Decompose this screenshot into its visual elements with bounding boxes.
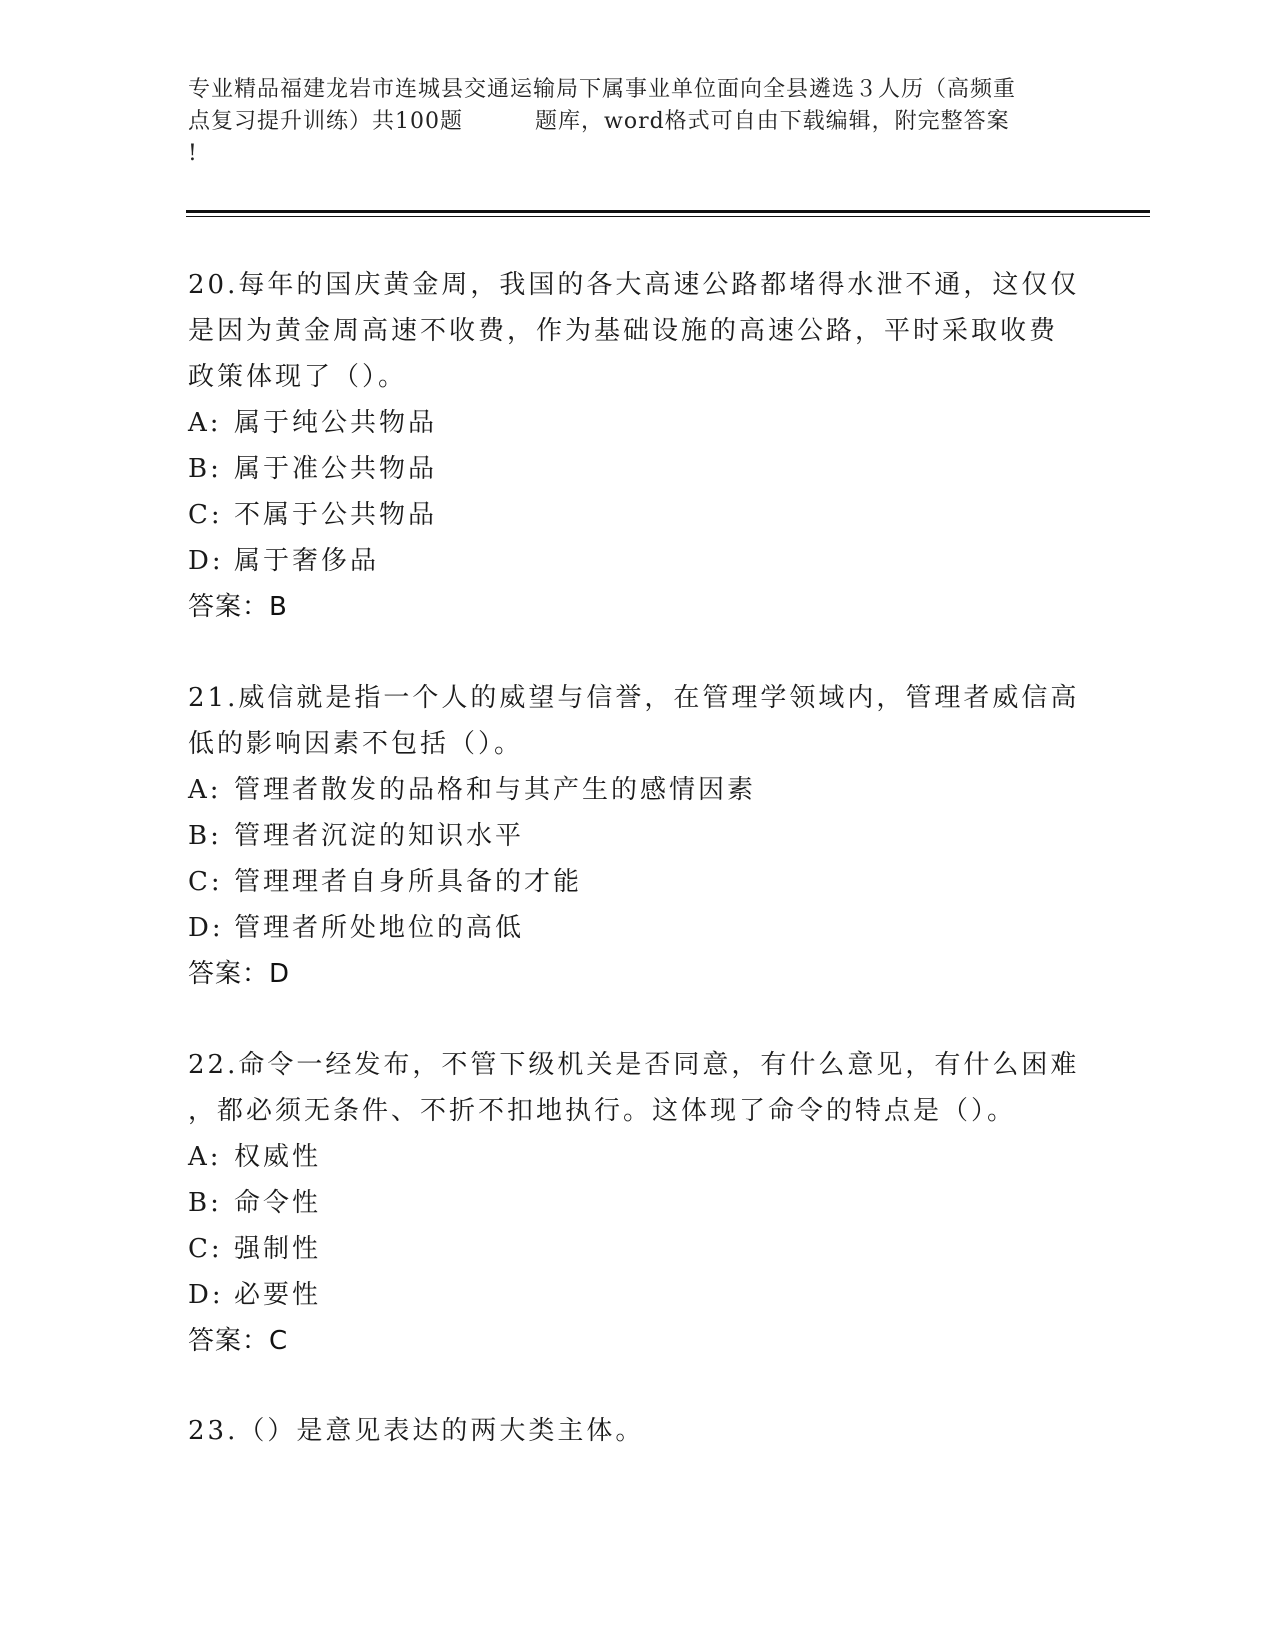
question-stem-line: 是因为黄金周高速不收费，作为基础设施的高速公路，平时采取收费 xyxy=(188,316,1059,346)
header-line-2 xyxy=(188,106,1088,138)
option-letter: C: xyxy=(188,1234,223,1264)
option-text: 属于奢侈品 xyxy=(234,546,380,576)
question-stem-line: 政策体现了（）。 xyxy=(188,362,408,392)
option-text: 管理者沉淀的知识水平 xyxy=(234,821,525,851)
header-line-2-part-a: 点复习提升训练）共100题 xyxy=(188,109,463,134)
question-stem-line: ，都必须无条件、不折不扣地执行。这体现了命令的特点是（）。 xyxy=(188,1096,1017,1126)
option-letter: B: xyxy=(188,1188,222,1218)
document-header xyxy=(188,74,1088,170)
header-line-2-part-b: 题库，word格式可自由下载编辑，附完整答案 xyxy=(535,109,1010,134)
answer-line: 答案：D xyxy=(188,959,291,989)
option-c xyxy=(188,859,1088,905)
option-letter: B: xyxy=(188,454,222,484)
option-text: 权威性 xyxy=(234,1142,322,1172)
header-divider-thin xyxy=(186,216,1150,217)
header-line-1: 专业精品福建龙岩市连城县交通运输局下属事业单位面向全县遴选３人历（高频重 xyxy=(188,77,1017,102)
question-stem-line: 23.（）是意见表达的两大类主体。 xyxy=(188,1416,645,1446)
question-23 xyxy=(188,1408,1088,1454)
option-c xyxy=(188,492,1088,538)
option-letter: A: xyxy=(188,408,222,438)
option-letter: D: xyxy=(188,1280,224,1310)
option-text: 管理者所处地位的高低 xyxy=(234,913,525,943)
option-text: 属于纯公共物品 xyxy=(234,408,438,438)
option-a xyxy=(188,400,1088,446)
question-21 xyxy=(188,675,1088,997)
option-text: 命令性 xyxy=(234,1188,322,1218)
option-b xyxy=(188,1180,1088,1226)
option-text: 属于准公共物品 xyxy=(234,454,438,484)
option-text: 不属于公共物品 xyxy=(234,500,438,530)
option-letter: B: xyxy=(188,821,222,851)
answer-line: 答案：C xyxy=(188,1326,289,1356)
question-20 xyxy=(188,262,1088,630)
option-a xyxy=(188,1134,1088,1180)
option-letter: A: xyxy=(188,1142,222,1172)
option-text: 管理理者自身所具备的才能 xyxy=(234,867,583,897)
header-divider-thick xyxy=(186,210,1150,213)
option-b xyxy=(188,446,1088,492)
option-letter: D: xyxy=(188,913,224,943)
option-text: 管理者散发的品格和与其产生的感情因素 xyxy=(234,775,757,805)
option-a xyxy=(188,767,1088,813)
answer-line: 答案：B xyxy=(188,592,288,622)
option-letter: C: xyxy=(188,500,223,530)
option-text: 必要性 xyxy=(234,1280,322,1310)
option-d xyxy=(188,1272,1088,1318)
question-stem-line: 21.威信就是指一个人的威望与信誉，在管理学领域内，管理者威信高 xyxy=(188,683,1080,713)
option-letter: A: xyxy=(188,775,222,805)
option-letter: C: xyxy=(188,867,223,897)
option-letter: D: xyxy=(188,546,224,576)
question-stem-line: 22.命令一经发布，不管下级机关是否同意，有什么意见，有什么困难 xyxy=(188,1050,1080,1080)
option-c xyxy=(188,1226,1088,1272)
header-line-3: ! xyxy=(188,141,198,166)
question-22 xyxy=(188,1042,1088,1364)
question-stem-line: 20.每年的国庆黄金周，我国的各大高速公路都堵得水泄不通，这仅仅 xyxy=(188,270,1080,300)
option-d xyxy=(188,905,1088,951)
option-text: 强制性 xyxy=(234,1234,322,1264)
option-d xyxy=(188,538,1088,584)
option-b xyxy=(188,813,1088,859)
question-stem-line: 低的影响因素不包括（）。 xyxy=(188,729,524,759)
